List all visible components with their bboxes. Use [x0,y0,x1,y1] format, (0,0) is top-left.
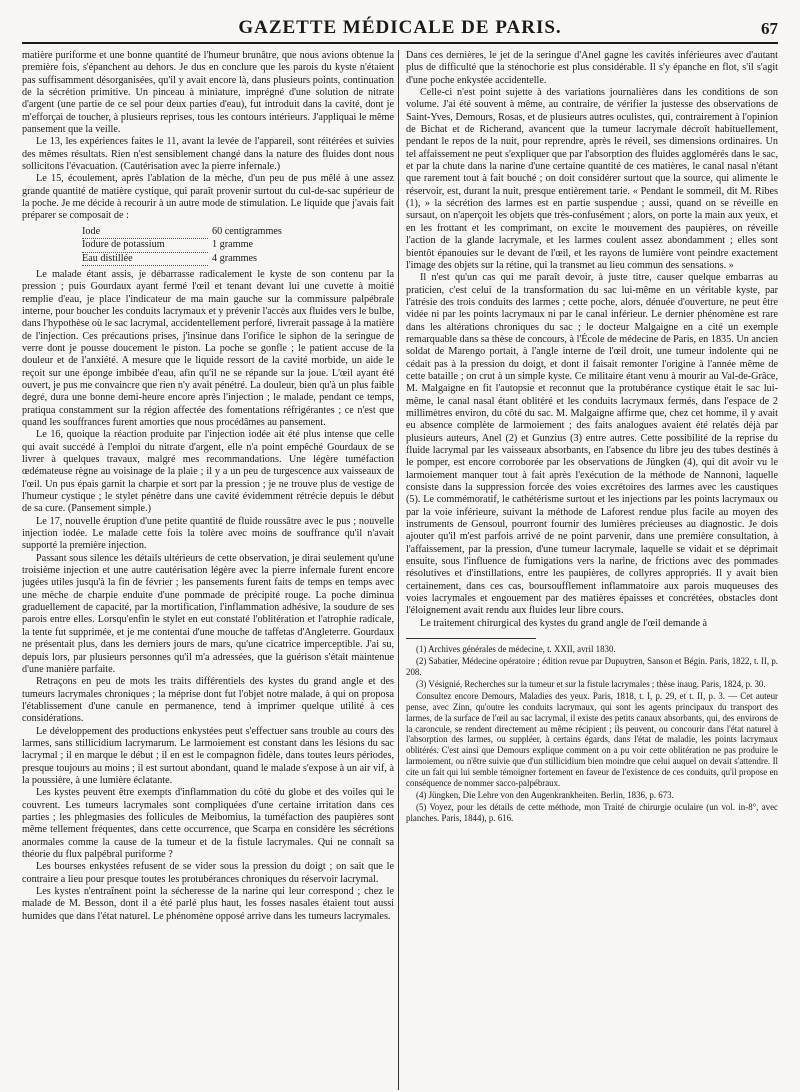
two-column-body [22,50,778,1090]
paragraph: Les bourses enkystées refusent de se vider sous la pression du doigt ; on sait que le contraire a lieu pour presque toutes les protubérances chroniques du réservoir lacrymal. [22,861,394,885]
paragraph: Il n'est qu'un cas qui me paraît devoir, à juste titre, causer quelque embarras au praticien, c'est celui de la transformation du sac lui-même en un véritable kyste, par l'atrésie des trois conduits des larmes ; cette poche, alors, dénuée d'ouverture, ne peut être vidée ni par les points lacrymaux ni par le canal inférieur. Le dernier phénomène est rare dans les altérations chroniques du sac ; le docteur Malgaigne en a cité un exemple remarquable dans sa thèse de concours, à l'École de médecine de Paris, en 1835. Un ancien soldat de Marengo portait, à l'angle interne de l'œil droit, une tumeur indolente qui ne cédait pas à la pression du doigt, et dont il faisait remonter l'origine à l'année même de cette bataille ; on crut à un simple kyste. Ce militaire étant venu à mourir au Val-de-Grâce, M. Malgaigne en fit l'autopsie et reconnut que la protubérance cystique était le sac lui-même, le canal nasal étant oblitéré et les conduits lacrymaux fermés, dans l'espace de 2 millimètres environ, du côté du sac. M. Malgaigne affirme que, chez cet homme, il y avait eu absence complète de larmoiement ; des faits analogues avaient été relatés déjà par plusieurs auteurs, Anel (2) et Gunzius (3) entre autres. Cette possibilité de la reprise du fluide lacrymal par les vaisseaux absorbants, en l'absence du libre jeu des tubes destinés à le pomper, est encore corroborée par les observations de Jüngken (4), qui dit avoir vu le larmoiement manquer tout à fait après l'exécution de la méthode de Nannoni, laquelle consiste dans la suppression forcée des voies excrétoires des larmes avec les caustiques (5). Le commémoratif, le cathétérisme surtout et les injections par les points lacrymaux ou par la voie inférieure, suivant la méthode de Laforest rendue plus facile au moyen des instruments de Gensoul, pourront fournir des lumières précieuses au diagnostic. Je dois ajouter qu'il m'est parfois arrivé de ne point parvenir, dans une première consultation, à l'affaissement, par la pression, d'une tumeur lacrymale, laquelle se vidait et se déprimait ensuite, sous l'influence de fumigations vers la narine, de frictions avec des pommades résolutives et d'instillations, entre les paupières, de collyres appropriés. Il y avait bien certainement, dans ces cas, boursoufflement inflammatoire aux parois muqueuses des voies lacrymales et engouement par des matières épaisses et concrétées, obstacles dont l'éloignement avait rendu aux fluides leur libre cours. [406,272,778,617]
paragraph: Le 13, les expériences faites le 11, avant la levée de l'appareil, sont réitérées et suivies des mêmes résultats. Rien n'est sensiblement changé dans la nature des fluides dont nous sollicitons l'évacuation. (Cautérisation avec la pierre infernale.) [22,136,394,173]
paragraph: Passant sous silence les détails ultérieurs de cette observation, je dirai seulement qu'une troisième injection et une autre cautérisation légère avec la pierre infernale furent encore jugées utiles jusqu'à la fin de février ; les pansements furent faits de temps en temps avec une mèche de charpie enduite d'une pommade de précipité rouge. La poche diminua graduellement de capacité, par la mortification, l'inflammation adhésive, la soudure de ses parois entre elles. Lorsqu'enfin le stylet en eut constaté l'oblitération et l'atrophie radicale, la tente fut supprimée, et je me contentai d'une mouche de taffetas d'Angleterre. Gourdaux ne présentait plus, dans les derniers jours de mars, qu'une cicatrice imperceptible. J'ai su, depuis lors, par plusieurs personnes qu'il m'a adressées, que la guérison s'était maintenue d'une manière parfaite. [22,552,394,675]
ingredient-quantity: 1 gramme [212,239,254,251]
paragraph: matière puriforme et une bonne quantité de l'humeur brunâtre, que nous avions obtenue la première fois, s'épanchent au dehors. Je dus en conclure que les parois du kyste n'étaient pas suffisamment désorganisées, qu'il y avait encore là, dans plusieurs points, continuation de la sécrétion primitive. Un pinceau à miniature, imprégné d'une solution de nitrate d'argent (une partie de ce sel pour deux parties d'eau), fut introduit dans la cavité, dont je m'efforçai de toucher, à plusieurs reprises, tous les contours intérieurs. J'appliquai le même pansement que la veille. [22,50,394,136]
paragraph: Les kystes n'entraînent point la sécheresse de la narine qui leur correspond ; chez le malade de M. Besson, dont il a été parlé plus haut, les fosses nasales étaient tout aussi humides que dans l'état naturel. Le phénomène opposé arrive dans les tumeurs lacrymales. [22,886,394,922]
paragraph: Le 15, écoulement, après l'ablation de la mèche, d'un peu de pus mêlé à une assez grande quantité de matière cystique, qui paraît provenir surtout du cul-de-sac supérieur de la poche. Je me décide à recourir à un autre mode de stimulation. Le liquide que j'avais fait préparer se composait de : [22,173,394,222]
footnote: (4) Jüngken, Die Lehre von den Augenkrankheiten. Berlin, 1836, p. 673. [416,789,674,800]
paragraph: Le développement des productions enkystées peut s'effectuer sans trouble au cours des larmes, sans stillicidium lacrymarum. Le larmoiement est constant dans les lésions du sac lacrymal ; il en marque le début ; il en est le compagnon fidèle, dans toutes leurs périodes, presque toujours au moins ; il est surtout abondant, quand le malade s'expose à un air vif, à la poussière, à une lumière éclatante. [22,725,394,786]
paragraph: Les kystes peuvent être exempts d'inflammation du côté du globe et des voiles qui le couvrent. Les tumeurs lacrymales sont compliquées d'une certaine irritation dans ces parties ; les phlegmasies des follicules de Meibomius, la tuméfaction des paupières sont même tellement fréquentes, dans cette occurrence, que Scarpa en considère les sécrétions anormales comme la cause de la tumeur et de la fistule lacrymales. Qui ne connaît sa théorie du flux palpébral puriforme ? [22,787,394,860]
composition-row [82,226,292,239]
paragraph: Retraçons en peu de mots les traits différentiels des kystes du grand angle et des tumeurs lacrymales chroniques ; la méprise dont fut l'objet notre malade, à qui on proposa l'établissement d'une canule en permanence, tend à imprimer quelque utilité à ces considérations. [22,676,394,725]
footnote: (3) Vésignié, Recherches sur la tumeur et sur la fistule lacrymales ; thèse inaug. Paris, 1824, p. 30. [416,678,766,689]
ingredient-name: Eau distillée [82,253,208,266]
ingredient-name: Iode [82,226,208,239]
footnote: (2) Sabatier, Médecine opératoire ; édition revue par Dupuytren, Sanson et Bégin. Paris, 1822, t. II, p. 208. [406,656,778,677]
column-divider [398,50,399,1090]
journal-title: GAZETTE MÉDICALE DE PARIS. [238,17,562,38]
page-header [22,14,778,44]
composition-list [82,226,394,266]
paragraph: Le 16, quoique la réaction produite par l'injection iodée ait été plus intense que celle qui avait succédé à l'emploi du nitrate d'argent, elle n'a point empêché Gourdaux de se livrer à quelques travaux, malgré mes recommandations. Une légère tuméfaction œdémateuse règne au voisinage de la plaie ; il y a un peu de turgescence aux vaisseaux de l'œil. Un pus épais garnit la charpie et sort par la pression ; je ne trouve plus de vestige de l'humeur cystique ; le stylet pénètre dans une cavité évidemment rétrécie depuis le début de sa cure. (Pansement simple.) [22,429,394,515]
footnote-divider [406,638,536,639]
footnote: (1) Archives générales de médecine, t. XXII, avril 1830. [416,644,616,655]
paragraph: Celle-ci n'est point sujette à des variations journalières dans les conditions de son volume. J'ai été souvent à même, au contraire, de vérifier la justesse des observations de Saint-Yves, Demours, Rosas, et de plusieurs autres oculistes, qui, contrairement à l'opinion de Bichat et de Richerand, avancent que la tumeur lacrymale décroît habituellement, pendant le repos de la nuit, pour reprendre, après le réveil, ses dimensions ordinaires. Un tel affaissement ne peut s'expliquer que par l'absorption des fluides agglomérés dans le sac, et par la chute dans la narine d'une certaine quantité de ces matières, le canal nasal n'étant que rarement tout à fait bouché ; on doit considérer surtout que la source, qui alimente le réservoir, est, durant la nuit, presque entièrement tarie. « Pendant le sommeil, dit M. Ribes (1), » la sécrétion des larmes est en partie suspendue ; aussi, quand on se réveille en sursaut, on n'aperçoit les objets que très-confusément ; alors, on porte la main aux yeux, et en les frottant et les comprimant, on excite le mouvement des paupières, on réveille l'action de la glande lacrymale, et les larmes coulent assez abondamment ; elles sont bientôt épanouies sur le devant de l'œil, et les rayons de lumière vont peindre exactement l'image des objets sur la rétine, qui la transmet au lieu commun des sensations. » [406,87,778,271]
footnotes [406,644,778,824]
ingredient-name: Iodure de potassium [82,239,208,252]
paragraph: Le 17, nouvelle éruption d'une petite quantité de fluide roussâtre avec le pus ; nouvelle injection iodée. Le malade cette fois la tolère avec moins de souffrance qu'il n'avait supporté la première injection. [22,515,394,552]
composition-row [82,239,292,252]
footnote: (5) Voyez, pour les détails de cette méthode, mon Traité de chirurgie oculaire (un vol. in-8°, avec planches. Paris, 1844), p. 616. [406,801,778,823]
paragraph: Le malade étant assis, je débarrasse radicalement le kyste de son contenu par la pression ; puis Gourdaux ayant fermé l'œil et tenant devant lui une cuvette à moitié remplie d'eau, je place l'indicateur de ma main gauche sur la commissure palpébrale interne, pour boucher les conduits lacrymaux et y prévenir l'accès aux fluides vers le bulbe, dans l'hypothèse où le sac lacrymal, accidentellement perforé, livrerait passage à la matière de l'injection. Ces précautions prises, j'insinue dans l'orifice le siphon de la seringue de verre dont je pousse doucement le piston. La poche se gonfle ; le patient accuse de la douleur et de l'anxiété. A mesure que le liquide ressort de la cavité morbide, un aide le reçoit sur une éponge imbibée d'eau, afin qu'il ne se répande sur la joue. L'œil ayant été ouvert, je pus me convaincre que rien n'y avait pénétré. La douleur, bien qu'à un plus faible degré, dura une bonne demi-heure encore après l'injection ; le malade, pendant ce temps, pratiqua constamment sur la région affectée des fomentations réfrigérantes ; ce n'est que quand les souffrances furent amorties que nous procédâmes au pansement. [22,268,394,428]
paragraph: Dans ces dernières, le jet de la seringue d'Anel gagne les cavités inférieures avec d'autant plus de difficulté que la sténochorie est plus considérable. Il s'y épanche en flot, s'il s'agit d'une poche enkystée accidentelle. [406,50,778,86]
paragraph: Le traitement chirurgical des kystes du grand angle de l'œil demande à [420,617,708,629]
ingredient-quantity: 4 grammes [212,252,257,264]
right-column [406,50,778,1090]
composition-row [82,253,292,266]
left-column [22,50,394,1090]
page-number: 67 [761,19,778,38]
footnote: Consultez encore Demours, Maladies des yeux. Paris, 1818, t. I, p. 29, et t. II, p. 3. — Cet auteur pense, avec Zinn, qu'outre les conduits lacrymaux, qui sont les agents principaux du transport des larmes, de la surface de l'œil au sac lacrymal, il existe des petits canaux absorbants, qui, des environs de la caroncule, se rendent directement au même récipient ; ils peuvent, ou concourir dans l'état naturel à l'absorption des larmes, ou suppléer, à certains égards, dans l'état de maladie, les points lacrymaux oblitérés. C'est ainsi que Demours explique comment on a pu voir cette oblitération ne pas produire le larmoiement, ou n'être suivie que d'un stillicidium bien moindre que celui auquel on devait s'attendre. Il cite un fait qui lui semble témoigner fortement en faveur de l'existence de ces conduits, qu'il propose en conséquence de nommer sacco-palpébraux. [406,690,778,789]
ingredient-quantity: 60 centigrammes [212,225,282,237]
